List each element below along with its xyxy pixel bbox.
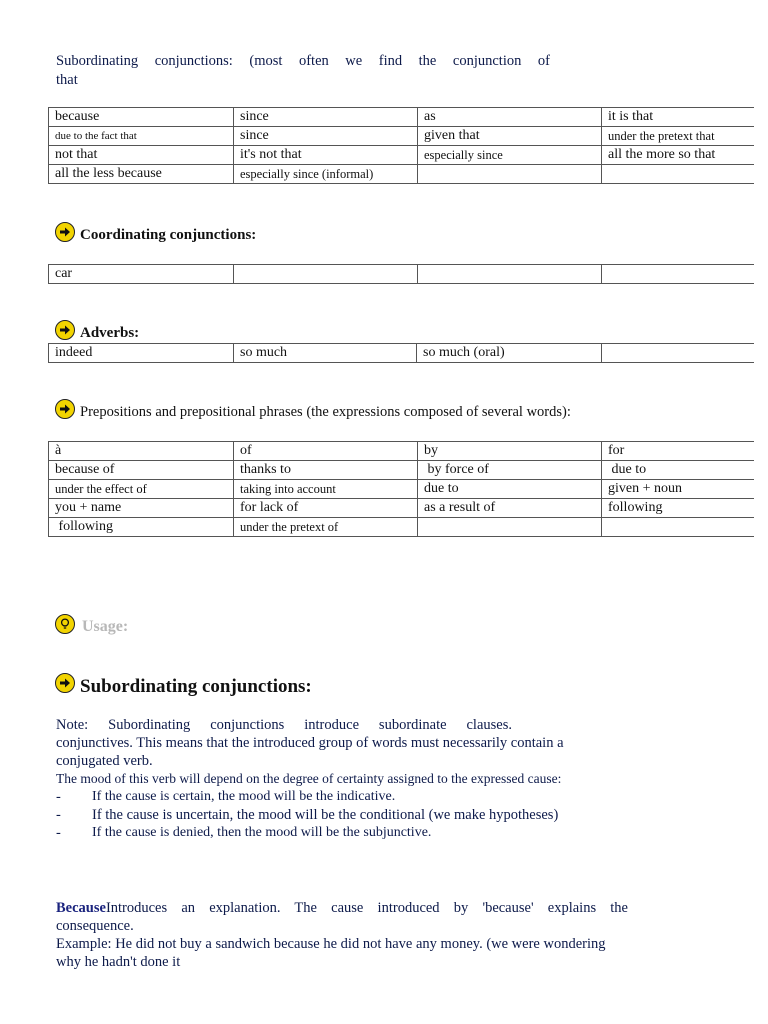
table-cell — [602, 344, 754, 363]
table-cell: à — [49, 442, 234, 461]
table-cell: because of — [49, 461, 234, 480]
bullet-dash: - — [56, 825, 61, 841]
because-keyword: Because — [56, 900, 106, 916]
table-row — [49, 461, 754, 480]
subordinating-heading: Subordinating conjunctions: — [80, 676, 312, 697]
table-cell: it is that — [602, 108, 754, 127]
table-cell — [418, 265, 602, 284]
table-cell: due to — [602, 461, 754, 480]
table-cell: by force of — [418, 461, 602, 480]
table-cell: due to — [418, 480, 602, 499]
because-line-1-text: Introduces an explanation. The cause introduced by 'because' explains the — [105, 900, 628, 916]
table-row — [49, 480, 754, 499]
table-cell: for lack of — [234, 499, 418, 518]
table-cell: all the more so that — [602, 146, 754, 165]
intro-line-2: that — [56, 72, 78, 88]
table-cell: indeed — [49, 344, 234, 363]
table-cell: following — [602, 499, 754, 518]
table-row — [49, 499, 754, 518]
usage-heading: Usage: — [82, 618, 129, 635]
prepositions-table — [48, 441, 754, 537]
bullet-text: If the cause is uncertain, the mood will be the conditional (we make hypotheses) — [92, 807, 559, 823]
coordinating-heading: Coordinating conjunctions: — [80, 227, 257, 243]
table-cell: of — [234, 442, 418, 461]
prepositions-heading: Prepositions and prepositional phrases (the expressions composed of several words): — [80, 404, 571, 420]
bullet-text: If the cause is certain, the mood will be the indicative. — [92, 789, 396, 804]
table-row — [49, 165, 754, 184]
table-cell — [602, 518, 754, 537]
table-cell: especially since — [418, 146, 602, 165]
arrow-right-icon — [55, 320, 75, 340]
arrow-right-icon — [55, 399, 75, 419]
table-cell: under the pretext that — [602, 127, 754, 146]
coordinating-table — [48, 264, 754, 284]
table-cell: under the effect of — [49, 480, 234, 499]
table-cell: so much (oral) — [417, 344, 602, 363]
table-cell: car — [49, 265, 234, 284]
table-row — [49, 265, 754, 284]
table-cell: so much — [234, 344, 417, 363]
intro-line-1: Subordinating conjunctions: (most often we find the conjunction of — [56, 53, 550, 69]
table-cell: because — [49, 108, 234, 127]
table-cell: for — [602, 442, 754, 461]
table-cell — [418, 165, 602, 184]
table-row — [49, 344, 754, 363]
table-cell — [418, 518, 602, 537]
table-cell: since — [234, 127, 418, 146]
adverbs-heading: Adverbs: — [80, 325, 140, 341]
lightbulb-icon — [55, 614, 75, 634]
table-cell: it's not that — [234, 146, 418, 165]
table-cell: all the less because — [49, 165, 234, 184]
arrow-right-icon — [55, 222, 75, 242]
table-cell: taking into account — [234, 480, 418, 499]
table-row — [49, 442, 754, 461]
table-row — [49, 108, 754, 127]
table-cell: thanks to — [234, 461, 418, 480]
table-cell: not that — [49, 146, 234, 165]
subordinating-table — [48, 107, 754, 184]
table-cell: given that — [418, 127, 602, 146]
table-row — [49, 146, 754, 165]
table-cell: under the pretext of — [234, 518, 418, 537]
table-cell: following — [49, 518, 234, 537]
note-line-3: conjugated verb. — [56, 753, 153, 769]
bullet-dash: - — [56, 789, 61, 805]
because-line-1 — [56, 899, 628, 917]
table-row — [49, 518, 754, 537]
table-cell — [602, 265, 754, 284]
note-line-2: conjunctives. This means that the introduced group of words must necessarily contain a — [56, 735, 564, 751]
table-cell: especially since (informal) — [234, 165, 418, 184]
table-cell: given + noun — [602, 480, 754, 499]
arrow-right-icon — [55, 673, 75, 693]
table-cell: you + name — [49, 499, 234, 518]
table-cell — [234, 265, 418, 284]
table-cell: as — [418, 108, 602, 127]
example-line-2: why he hadn't done it — [56, 954, 181, 970]
table-cell: as a result of — [418, 499, 602, 518]
table-row — [49, 127, 754, 146]
mood-line: The mood of this verb will depend on the degree of certainty assigned to the expressed cause: — [56, 771, 562, 786]
adverbs-table — [48, 343, 754, 363]
bullet-text: If the cause is denied, then the mood will be the subjunctive. — [92, 825, 432, 840]
table-cell: due to the fact that — [49, 127, 234, 146]
bullet-dash: - — [56, 807, 61, 823]
table-cell — [602, 165, 754, 184]
note-line-1: Note: Subordinating conjunctions introduce subordinate clauses. — [56, 717, 512, 733]
table-cell: by — [418, 442, 602, 461]
example-line-1: Example: He did not buy a sandwich because he did not have any money. (we were wondering — [56, 936, 606, 952]
because-line-2: consequence. — [56, 918, 134, 934]
table-cell: since — [234, 108, 418, 127]
